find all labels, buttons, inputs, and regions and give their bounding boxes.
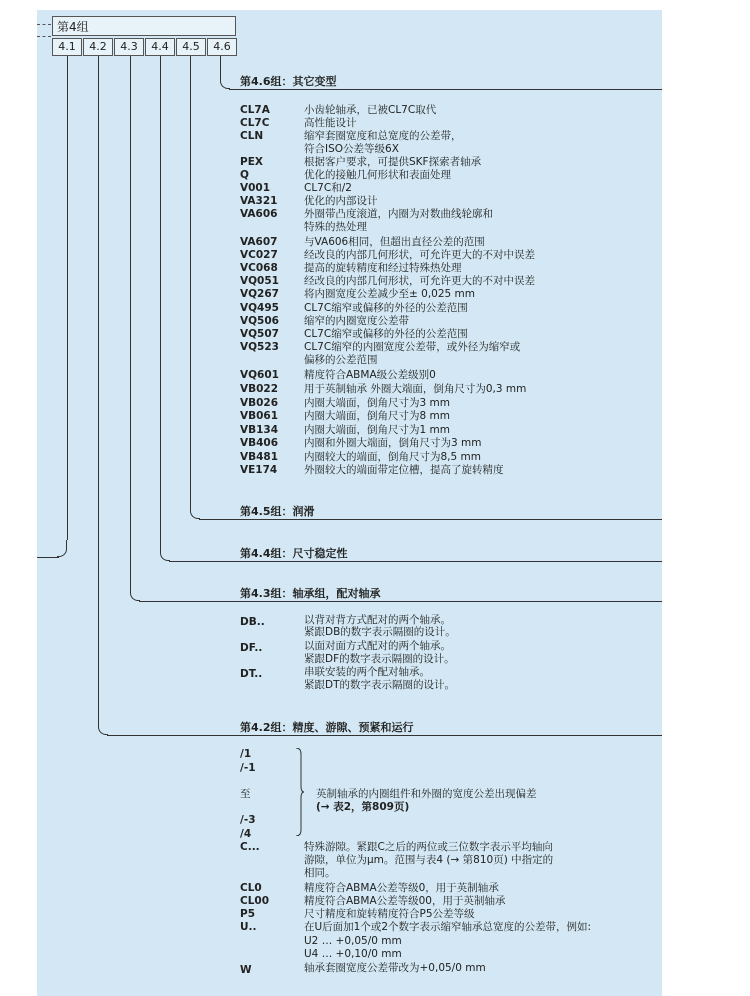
g46-desc: 内圈和外圈大端面，倒角尺寸为3 mm [304,437,482,449]
g43-desc: 紧跟DF的数字表示隔圈的设计。 [304,653,455,665]
group-label: 第4组 [52,16,236,36]
curly-brace-icon [296,748,304,836]
g46-code: VA321 [240,195,278,207]
cell-4-2: 4.2 [83,38,113,56]
g43-code: DF.. [240,642,263,654]
g46-desc: 优化的内部设计 [304,195,378,207]
g46-desc: CL7C和/2 [304,182,352,194]
g42-code: P5 [240,908,256,920]
g46-code: VE174 [240,464,278,476]
g46-code: VC027 [240,249,278,261]
g46-desc: 提高的旋转精度和经过特殊热处理 [304,262,462,274]
g42-desc: 游隙，单位为µm。范围与表4 (→ 第810页) 中指定的 [304,854,554,866]
g46-desc: 内圈较大的端面，倒角尺寸为8,5 mm [304,451,481,463]
rule-4-6 [229,89,662,90]
g46-code: Q [240,169,249,181]
g42-desc: 轴承套圈宽度公差带改为+0,05/0 mm [304,962,486,974]
g46-code: VB481 [240,451,279,463]
heading-4-3: 第4.3组：轴承组，配对轴承 [240,587,381,600]
g42-bracket-code: /1 [240,748,252,760]
g46-desc: 经改良的内部几何形状，可允许更大的不对中误差 [304,275,535,287]
connector-4-2 [98,56,99,725]
cell-4-1: 4.1 [52,38,82,56]
g42-desc: 相同。 [304,867,336,879]
g46-desc: 将内圈宽度公差减少至± 0,025 mm [304,288,475,300]
g46-code: VA606 [240,208,278,220]
g43-desc: 串联安装的两个配对轴承。 [304,666,430,678]
connector-4-4 [160,56,161,551]
g42-desc: 特殊游隙。紧跟C之后的两位或三位数字表示平均轴向 [304,841,553,853]
g43-desc: 紧跟DB的数字表示隔圈的设计。 [304,626,456,638]
g46-code: CL7C [240,117,270,129]
heading-4-2: 第4.2组：精度、游隙、预紧和运行 [240,721,414,734]
g46-code: VQ051 [240,275,279,287]
g46-code: VA607 [240,236,278,248]
g46-desc: 外圈带凸度滚道，内圈为对数曲线轮廓和 [304,208,493,220]
g46-desc: 优化的接触几何形状和表面处理 [304,169,451,181]
g46-code: VQ506 [240,315,279,327]
g42-code: CL00 [240,895,270,907]
g46-code: CL7A [240,104,270,116]
g42-desc: U4 … +0,10/0 mm [304,948,402,960]
g46-code: VB022 [240,383,279,395]
g42-code: C... [240,841,260,853]
g46-code: VQ523 [240,341,279,353]
g46-desc: 内圈大端面，倒角尺寸为1 mm [304,424,450,436]
g42-code: W [240,964,252,976]
leading-dashes-top [37,24,51,26]
g46-desc: 缩窄套圈宽度和总宽度的公差带， [304,130,462,142]
g46-desc: 特殊的热处理 [304,221,367,233]
g43-desc: 以面对面方式配对的两个轴承。 [304,640,451,652]
g42-bracket-code: /-1 [240,762,256,774]
rule-4-1 [37,557,59,558]
connector-4-5 [190,56,191,509]
g46-code: VC068 [240,262,278,274]
g42-code: CL0 [240,882,262,894]
g42-bracket-code: /4 [240,828,252,840]
g42-bracket-text: 英制轴承的内圈组件和外圈的宽度公差出现偏差 [316,788,537,800]
g42-desc: 精度符合ABMA公差等级0，用于英制轴承 [304,882,499,894]
g46-code: VB061 [240,410,279,422]
heading-4-6: 第4.6组：其它变型 [240,75,337,88]
rule-4-4 [169,561,662,562]
g46-desc: 用于英制轴承 外圈大端面，倒角尺寸为0,3 mm [304,383,527,395]
g46-desc: 内圈大端面，倒角尺寸为8 mm [304,410,450,422]
cell-4-5: 4.5 [176,38,206,56]
g46-desc: 精度符合ABMA级公差级别0 [304,369,436,381]
cell-4-3: 4.3 [114,38,144,56]
g46-desc: 符合ISO公差等级6X [304,143,399,155]
connector-4-1 [67,56,68,540]
g42-desc: U2 … +0,05/0 mm [304,935,402,947]
g46-desc: 经改良的内部几何形状，可允许更大的不对中误差 [304,249,535,261]
g46-desc: 缩窄的内圈宽度公差带 [304,315,409,327]
rule-4-5 [199,519,662,520]
g46-code: VQ267 [240,288,279,300]
g42-desc: 尺寸精度和旋转精度符合P5公差等级 [304,908,475,920]
g42-bracket-ref: (→ 表2，第809页) [316,801,410,813]
g43-code: DT.. [240,668,263,680]
g46-desc: 偏移的公差范围 [304,354,378,366]
rule-4-3 [139,601,662,602]
g46-desc: CL7C缩窄的内圈宽度公差带，或外径为缩窄或 [304,341,521,353]
g46-code: VQ601 [240,369,279,381]
connector-4-3 [130,56,131,591]
g46-desc: 根据客户要求，可提供SKF探索者轴承 [304,156,482,168]
g46-code: VB406 [240,437,279,449]
g46-code: PEX [240,156,263,168]
g43-desc: 以背对背方式配对的两个轴承。 [304,614,451,626]
cell-4-4: 4.4 [145,38,175,56]
g46-code: VB026 [240,397,279,409]
g46-desc: CL7C缩窄或偏移的外径的公差范围 [304,328,468,340]
g46-desc: CL7C缩窄或偏移的外径的公差范围 [304,302,468,314]
g46-code: VB134 [240,424,279,436]
connector-4-6 [220,56,221,79]
heading-4-4: 第4.4组：尺寸稳定性 [240,547,348,560]
g46-code: VQ507 [240,328,279,340]
g42-desc: 精度符合ABMA公差等级00，用于英制轴承 [304,895,506,907]
g43-desc: 紧跟DT的数字表示隔圈的设计。 [304,679,455,691]
g42-bracket-code: /-3 [240,814,256,826]
g46-desc: 内圈大端面，倒角尺寸为3 mm [304,397,450,409]
cell-4-6: 4.6 [207,38,237,56]
g43-code: DB.. [240,616,265,628]
g46-code: VQ495 [240,302,279,314]
g46-code: V001 [240,182,271,194]
leading-dashes-bottom [37,36,51,38]
g46-desc: 小齿轮轴承，已被CL7C取代 [304,104,437,116]
g46-desc: 高性能设计 [304,117,357,129]
g42-bracket-code: 至 [240,788,251,800]
g42-code: U.. [240,921,257,933]
g46-desc: 与VA606相同，但超出直径公差的范围 [304,236,485,248]
g42-desc: 在U后面加1个或2个数字表示缩窄轴承总宽度的公差带，例如: [304,921,592,933]
heading-4-5: 第4.5组：润滑 [240,505,315,518]
g46-desc: 外圈较大的端面带定位槽，提高了旋转精度 [304,464,504,476]
g46-code: CLN [240,130,264,142]
rule-4-2 [107,735,662,736]
